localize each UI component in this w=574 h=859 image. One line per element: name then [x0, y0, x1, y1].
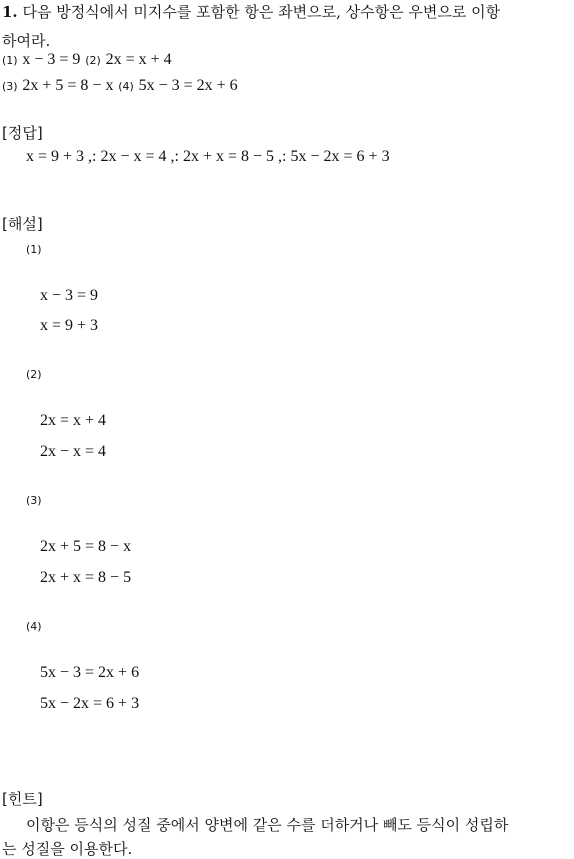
problem-text-line1: 다음 방정식에서 미지수를 포함한 항은 좌변으로, 상수항은 우변으로 이항	[22, 3, 501, 21]
explanation-part-4-label: (4)	[26, 620, 42, 633]
item-3-label: (3)	[2, 80, 18, 93]
item-4-equation: 5x − 3 = 2x + 6	[138, 77, 238, 94]
explanation-part-1-label: (1)	[26, 243, 42, 256]
hint-line2: 는 성질을 이용한다.	[2, 840, 133, 858]
explanation-part-1-line2: x = 9 + 3	[40, 317, 99, 334]
explanation-part-3-label: (3)	[26, 494, 42, 507]
problem-number: 1.	[2, 3, 18, 21]
answer-heading: [정답]	[2, 124, 43, 142]
explanation-part-3-line1: 2x + 5 = 8 − x	[40, 538, 132, 555]
answer-line: x = 9 + 3 ,: 2x − x = 4 ,: 2x + x = 8 − 5 ,: 5x − 2x = 6 + 3	[26, 148, 390, 165]
explanation-heading: [해설]	[2, 215, 43, 233]
explanation-part-1-line1: x − 3 = 9	[40, 287, 99, 304]
explanation-part-2-line2: 2x − x = 4	[40, 443, 107, 460]
problem-items-row2	[2, 76, 238, 95]
item-3-equation: 2x + 5 = 8 − x	[22, 77, 114, 94]
explanation-part-4-line2: 5x − 2x = 6 + 3	[40, 695, 140, 712]
problem-items-row1	[2, 50, 172, 69]
item-1-label: (1)	[2, 54, 18, 67]
problem-statement	[2, 1, 500, 22]
explanation-part-2-line1: 2x = x + 4	[40, 412, 107, 429]
item-1-equation: x − 3 = 9	[22, 51, 81, 68]
item-4-label: (4)	[118, 80, 134, 93]
hint-heading: [힌트]	[2, 790, 43, 808]
problem-text-line2: 하여라.	[2, 32, 51, 50]
item-2-label: (2)	[85, 54, 101, 67]
explanation-part-4-line1: 5x − 3 = 2x + 6	[40, 664, 140, 681]
item-2-equation: 2x = x + 4	[105, 51, 172, 68]
explanation-part-3-line2: 2x + x = 8 − 5	[40, 569, 132, 586]
hint-line1: 이항은 등식의 성질 중에서 양변에 같은 수를 더하거나 빼도 등식이 성립하	[26, 816, 509, 834]
explanation-part-2-label: (2)	[26, 368, 42, 381]
